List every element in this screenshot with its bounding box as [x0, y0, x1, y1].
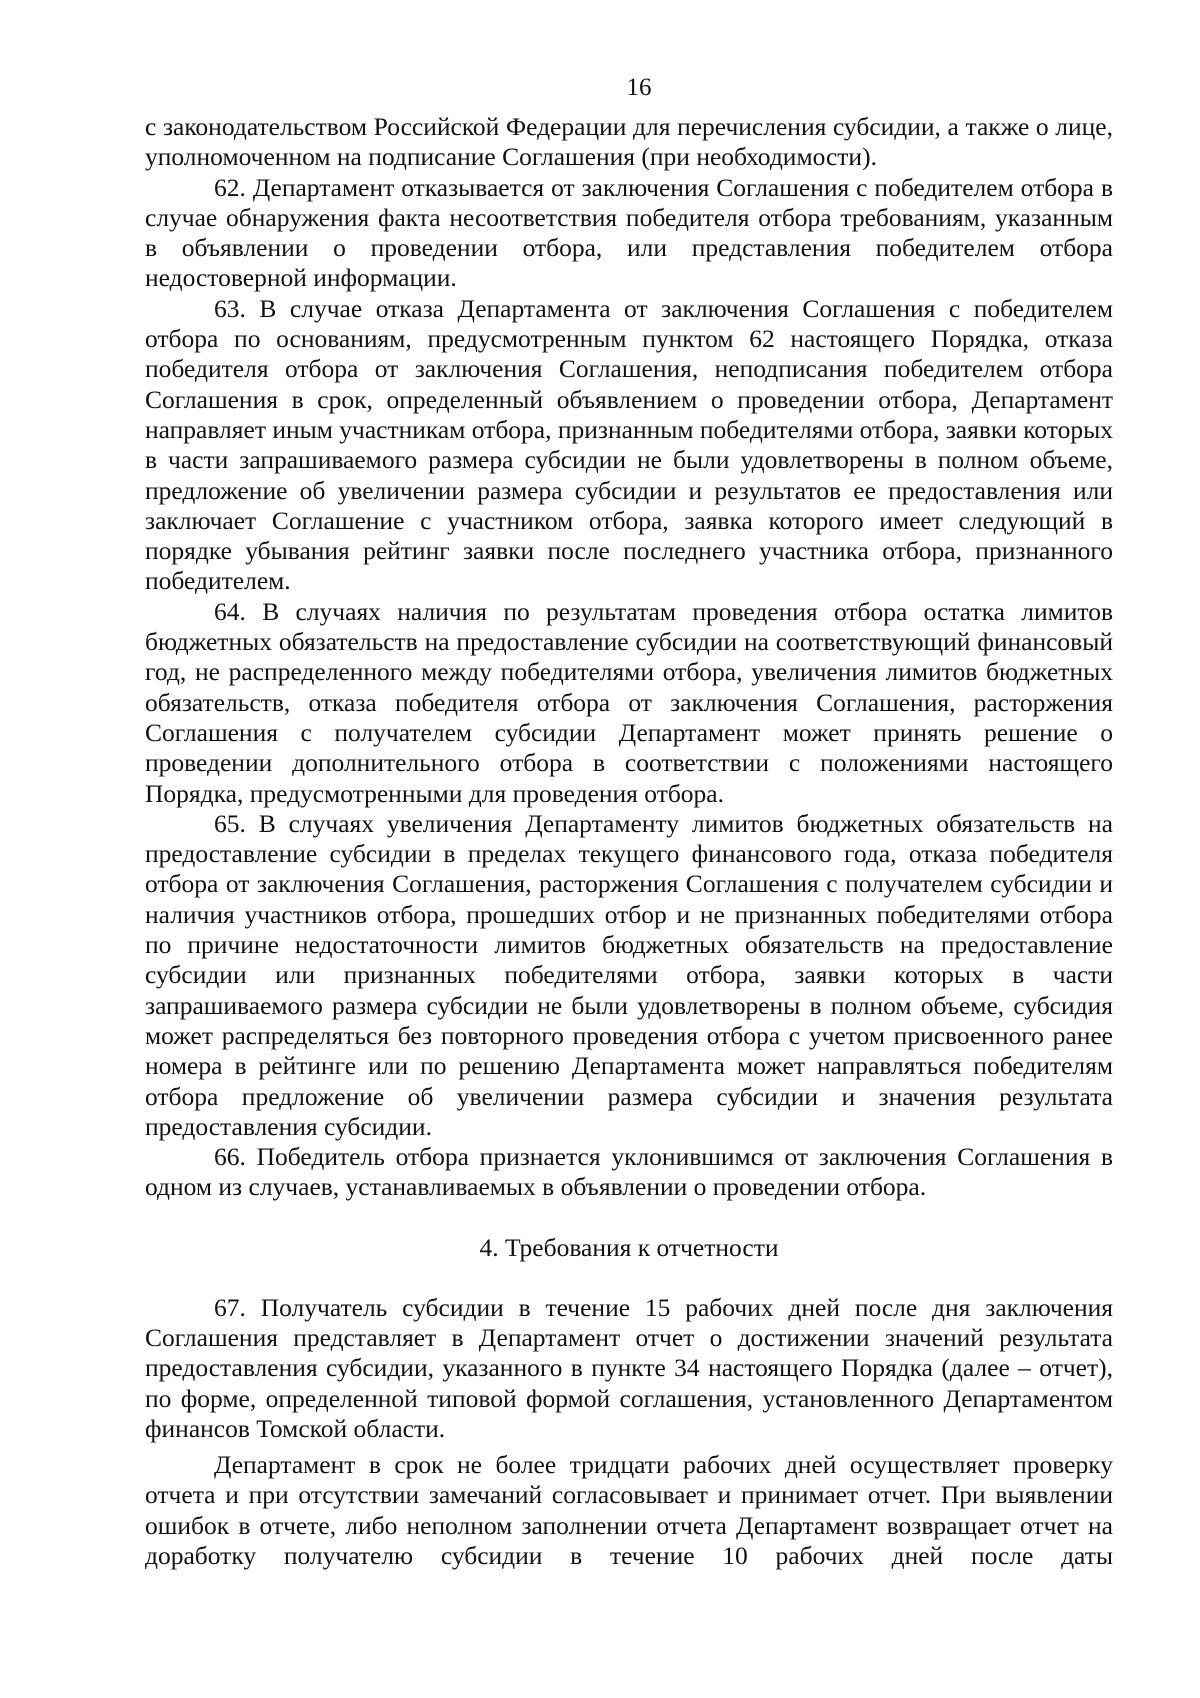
paragraph-department-review: Департамент в срок не более тридцати рабочих дней осуществляет проверку отчета и при отсутствии замечаний согласовывает и принимает отчет. При выявлении ошибок в отчете, либо неполном заполнении отчета Департамент возвращает отчет на доработку получателю субсидии в течение 10 рабочих дней после даты — [145, 1450, 1113, 1571]
paragraph-65: 65. В случаях увеличения Департаменту лимитов бюджетных обязательств на предоставление субсидии в пределах текущего финансового года, отказа победителя отбора от заключения Соглашения, расторжения Соглашения с получателем субсидии и наличия участников отбора, прошедших отбор и не признанных победителями отбора по причине недостаточности лимитов бюджетных обязательств на предоставление субсидии или признанных победителями отбора, заявки которых в части запрашиваемого размера субсидии не были удовлетворены в полном объеме, субсидия может распределяться без повторного проведения отбора с учетом присвоенного ранее номера в рейтинге или по решению Департамента может направляться победителям отбора предложение об увеличении размера субсидии и значения результата предоставления субсидии. — [145, 808, 1113, 1141]
section-heading: 4. Требования к отчетности — [479, 1232, 779, 1262]
page-number: 16 — [626, 74, 652, 101]
document-page — [145, 68, 1113, 1571]
paragraph-62: 62. Департамент отказывается от заключения Соглашения с победителем отбора в случае обнаружения факта несоответствия победителя отбора требованиям, указанным в объявлении о проведении отбора, или представления победителем отбора недостоверной информации. — [145, 172, 1113, 293]
paragraph-64: 64. В случаях наличия по результатам проведения отбора остатка лимитов бюджетных обязательств на предоставление субсидии на соответствующий финансовый год, не распределенного между победителями отбора, увеличения лимитов бюджетных обязательств, отказа победителя отбора от заключения Соглашения, расторжения Соглашения с получателем субсидии Департамент может принять решение о проведении дополнительного отбора в соответствии с положениями настоящего Порядка, предусмотренными для проведения отбора. — [145, 596, 1113, 808]
paragraph-63: 63. В случае отказа Департамента от заключения Соглашения с победителем отбора по основаниям, предусмотренным пунктом 62 настоящего Порядка, отказа победителя отбора от заключения Соглашения, неподписания победителем отбора Соглашения в срок, определенный объявлением о проведении отбора, Департамент направляет иным участникам отбора, признанным победителями отбора, заявки которых в части запрашиваемого размера субсидии не были удовлетворены в полном объеме, предложение об увеличении размера субсидии и результатов ее предоставления или заключает Соглашение с участником отбора, заявка которого имеет следующий в порядке убывания рейтинг заявки после последнего участника отбора, признанного победителем. — [145, 293, 1113, 596]
paragraph-continuation: с законодательством Российской Федерации для перечисления субсидии, а также о лице, уполномоченном на подписание Соглашения (при необходимости). — [145, 112, 1113, 172]
paragraph-66: 66. Победитель отбора признается уклонившимся от заключения Соглашения в одном из случаев, устанавливаемых в объявлении о проведении отбора. — [145, 1142, 1113, 1202]
document-body — [145, 112, 1113, 1571]
paragraph-67: 67. Получатель субсидии в течение 15 рабочих дней после дня заключения Соглашения представляет в Департамент отчет о достижении значений результата предоставления субсидии, указанного в пункте 34 настоящего Порядка (далее – отчет), по форме, определенной типовой формой соглашения, установленного Департаментом финансов Томской области. — [145, 1292, 1113, 1443]
